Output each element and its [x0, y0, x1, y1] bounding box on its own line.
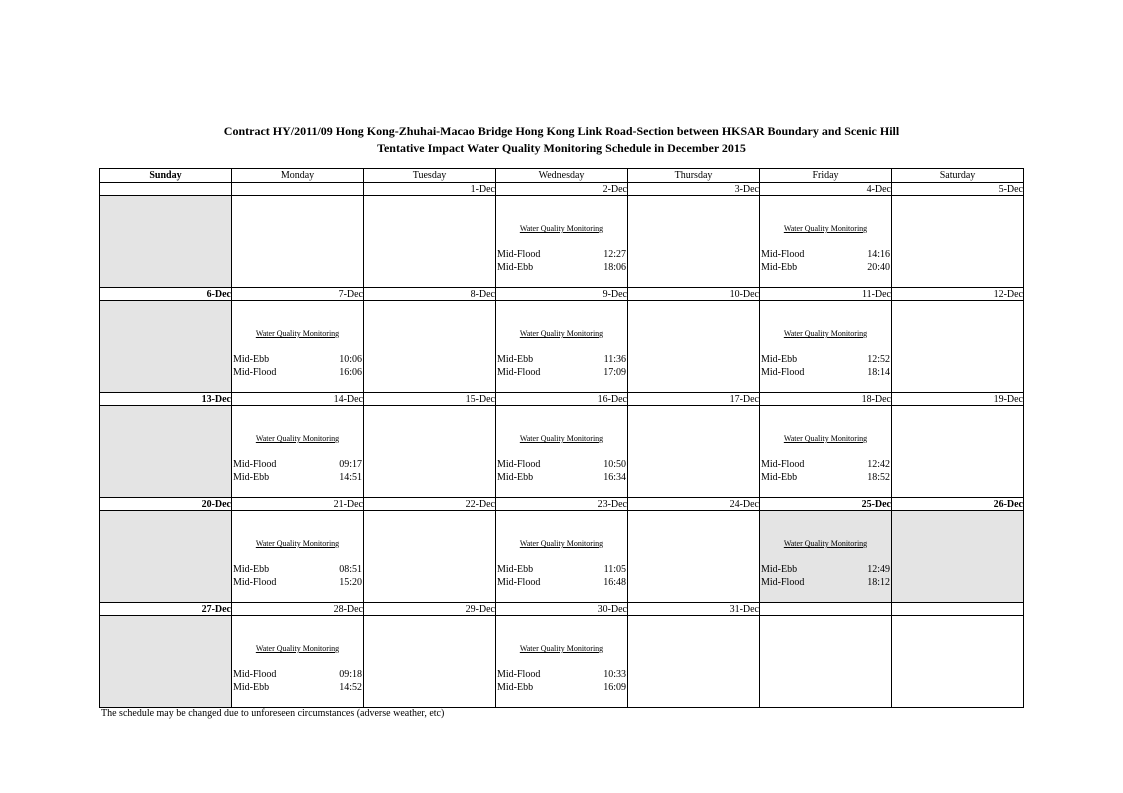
- tide-name: Mid-Flood: [233, 367, 277, 378]
- tide-name: Mid-Ebb: [497, 354, 534, 365]
- day-cell: [760, 196, 892, 288]
- tide-row: [761, 354, 890, 366]
- weekday-header: Sunday: [100, 169, 232, 183]
- monitoring-event: [232, 301, 363, 392]
- day-cell: [628, 196, 760, 288]
- tide-time: 16:06: [339, 367, 362, 378]
- monitoring-label: Water Quality Monitoring: [519, 329, 604, 338]
- tide-name: Mid-Ebb: [233, 564, 270, 575]
- date-cell: 2-Dec: [496, 183, 628, 196]
- tide-time: 10:06: [339, 354, 362, 365]
- day-cell: [760, 511, 892, 603]
- monitoring-event: [496, 196, 627, 287]
- date-cell: 10-Dec: [628, 288, 760, 301]
- day-cell: [628, 406, 760, 498]
- tide-row: [497, 669, 626, 681]
- monitoring-event: [496, 616, 627, 707]
- monitoring-event: [496, 406, 627, 497]
- tide-name: Mid-Ebb: [761, 354, 798, 365]
- day-cell: [100, 511, 232, 603]
- tide-time: 11:36: [603, 354, 626, 365]
- tide-time: 14:51: [339, 472, 362, 483]
- tide-row: [233, 669, 362, 681]
- monitoring-label: Water Quality Monitoring: [255, 434, 340, 443]
- tide-time: 12:52: [867, 354, 890, 365]
- day-cell: [496, 406, 628, 498]
- monitoring-event: [760, 196, 891, 287]
- tide-name: Mid-Flood: [761, 367, 805, 378]
- day-cell: [100, 406, 232, 498]
- tide-time: 18:52: [867, 472, 890, 483]
- tide-name: Mid-Flood: [233, 577, 277, 588]
- tide-time: 09:17: [339, 459, 362, 470]
- date-cell: 11-Dec: [760, 288, 892, 301]
- date-cell: 16-Dec: [496, 393, 628, 406]
- day-cell: [100, 196, 232, 288]
- tide-name: Mid-Ebb: [233, 354, 270, 365]
- day-cell: [232, 616, 364, 708]
- tide-time: 12:27: [603, 249, 626, 260]
- monitoring-label: Water Quality Monitoring: [255, 329, 340, 338]
- tide-name: Mid-Flood: [497, 669, 541, 680]
- monitoring-label: Water Quality Monitoring: [519, 434, 604, 443]
- tide-time: 20:40: [867, 262, 890, 273]
- tide-row: [233, 577, 362, 589]
- schedule-row: [100, 196, 1024, 288]
- day-cell: [232, 196, 364, 288]
- monitoring-label: Water Quality Monitoring: [783, 329, 868, 338]
- date-cell: 17-Dec: [628, 393, 760, 406]
- date-row: [100, 183, 1024, 196]
- weekday-header: Saturday: [892, 169, 1024, 183]
- monitoring-calendar: [99, 168, 1024, 708]
- date-cell: 23-Dec: [496, 498, 628, 511]
- tide-name: Mid-Flood: [233, 459, 277, 470]
- date-cell: 21-Dec: [232, 498, 364, 511]
- date-cell: 28-Dec: [232, 603, 364, 616]
- tide-row: [497, 249, 626, 261]
- tide-time: 14:52: [339, 682, 362, 693]
- tide-row: [497, 682, 626, 694]
- tide-time: 18:06: [603, 262, 626, 273]
- day-cell: [496, 616, 628, 708]
- date-cell: 13-Dec: [100, 393, 232, 406]
- day-cell: [232, 406, 364, 498]
- day-cell: [364, 301, 496, 393]
- weekday-header: Wednesday: [496, 169, 628, 183]
- monitoring-label: Water Quality Monitoring: [519, 224, 604, 233]
- tide-row: [233, 472, 362, 484]
- schedule-row: [100, 301, 1024, 393]
- tide-time: 11:05: [603, 564, 626, 575]
- date-row: [100, 498, 1024, 511]
- date-row: [100, 603, 1024, 616]
- day-cell: [232, 301, 364, 393]
- monitoring-label: Water Quality Monitoring: [255, 539, 340, 548]
- date-cell: 4-Dec: [760, 183, 892, 196]
- date-cell: 20-Dec: [100, 498, 232, 511]
- day-cell: [364, 406, 496, 498]
- tide-time: 10:50: [603, 459, 626, 470]
- day-cell: [232, 511, 364, 603]
- tide-time: 16:48: [603, 577, 626, 588]
- tide-name: Mid-Ebb: [761, 262, 798, 273]
- date-cell: 14-Dec: [232, 393, 364, 406]
- tide-time: 14:16: [867, 249, 890, 260]
- day-cell: [364, 511, 496, 603]
- day-cell: [760, 406, 892, 498]
- tide-row: [761, 564, 890, 576]
- tide-time: 16:34: [603, 472, 626, 483]
- day-cell: [496, 196, 628, 288]
- tide-name: Mid-Flood: [497, 459, 541, 470]
- tide-row: [497, 577, 626, 589]
- document-subtitle: Tentative Impact Water Quality Monitoring Schedule in December 2015: [377, 141, 746, 155]
- date-cell: 29-Dec: [364, 603, 496, 616]
- monitoring-event: [232, 406, 363, 497]
- tide-time: 08:51: [339, 564, 362, 575]
- monitoring-event: [760, 406, 891, 497]
- tide-row: [233, 459, 362, 471]
- day-cell: [100, 301, 232, 393]
- monitoring-event: [496, 301, 627, 392]
- schedule-row: [100, 511, 1024, 603]
- date-cell: [232, 183, 364, 196]
- tide-time: 18:12: [867, 577, 890, 588]
- date-cell: 8-Dec: [364, 288, 496, 301]
- weekday-header: Thursday: [628, 169, 760, 183]
- tide-name: Mid-Flood: [497, 577, 541, 588]
- day-cell: [496, 301, 628, 393]
- tide-name: Mid-Ebb: [233, 682, 270, 693]
- tide-time: 18:14: [867, 367, 890, 378]
- weekday-header: Tuesday: [364, 169, 496, 183]
- tide-name: Mid-Flood: [233, 669, 277, 680]
- weekday-header: Monday: [232, 169, 364, 183]
- date-cell: 5-Dec: [892, 183, 1024, 196]
- schedule-row: [100, 616, 1024, 708]
- tide-row: [761, 472, 890, 484]
- document-title: Contract HY/2011/09 Hong Kong-Zhuhai-Macao Bridge Hong Kong Link Road-Section between HKSAR Boundary and Scenic Hill: [223, 124, 900, 138]
- date-cell: 3-Dec: [628, 183, 760, 196]
- day-cell: [760, 301, 892, 393]
- tide-row: [761, 459, 890, 471]
- date-cell: 1-Dec: [364, 183, 496, 196]
- date-cell: 7-Dec: [232, 288, 364, 301]
- tide-row: [233, 367, 362, 379]
- monitoring-label: Water Quality Monitoring: [519, 644, 604, 653]
- date-cell: 31-Dec: [628, 603, 760, 616]
- monitoring-label: Water Quality Monitoring: [783, 539, 868, 548]
- tide-name: Mid-Ebb: [497, 262, 534, 273]
- date-cell: 9-Dec: [496, 288, 628, 301]
- date-cell: [760, 603, 892, 616]
- tide-row: [497, 367, 626, 379]
- tide-row: [233, 564, 362, 576]
- tide-name: Mid-Flood: [497, 249, 541, 260]
- tide-row: [761, 577, 890, 589]
- tide-name: Mid-Ebb: [761, 564, 798, 575]
- tide-time: 09:18: [339, 669, 362, 680]
- day-cell: [892, 406, 1024, 498]
- date-cell: [892, 603, 1024, 616]
- tide-row: [233, 682, 362, 694]
- date-cell: 15-Dec: [364, 393, 496, 406]
- tide-row: [497, 354, 626, 366]
- tide-time: 12:49: [867, 564, 890, 575]
- weekday-header-row: [100, 169, 1024, 183]
- date-cell: [100, 183, 232, 196]
- tide-row: [761, 262, 890, 274]
- day-cell: [364, 616, 496, 708]
- schedule-row: [100, 406, 1024, 498]
- monitoring-label: Water Quality Monitoring: [519, 539, 604, 548]
- tide-name: Mid-Flood: [761, 459, 805, 470]
- date-cell: 22-Dec: [364, 498, 496, 511]
- footnote: The schedule may be changed due to unforeseen circumstances (adverse weather, etc): [101, 708, 445, 719]
- monitoring-label: Water Quality Monitoring: [255, 644, 340, 653]
- day-cell: [496, 511, 628, 603]
- date-cell: 6-Dec: [100, 288, 232, 301]
- day-cell: [892, 511, 1024, 603]
- tide-time: 17:09: [603, 367, 626, 378]
- day-cell: [628, 301, 760, 393]
- date-cell: 26-Dec: [892, 498, 1024, 511]
- tide-time: 16:09: [603, 682, 626, 693]
- date-cell: 25-Dec: [760, 498, 892, 511]
- tide-row: [497, 472, 626, 484]
- tide-name: Mid-Ebb: [497, 682, 534, 693]
- day-cell: [628, 511, 760, 603]
- monitoring-event: [760, 301, 891, 392]
- day-cell: [760, 616, 892, 708]
- day-cell: [892, 616, 1024, 708]
- day-cell: [364, 196, 496, 288]
- date-row: [100, 288, 1024, 301]
- monitoring-label: Water Quality Monitoring: [783, 224, 868, 233]
- tide-name: Mid-Flood: [497, 367, 541, 378]
- day-cell: [100, 616, 232, 708]
- date-cell: 24-Dec: [628, 498, 760, 511]
- date-cell: 12-Dec: [892, 288, 1024, 301]
- monitoring-event: [232, 616, 363, 707]
- tide-row: [497, 459, 626, 471]
- date-cell: 27-Dec: [100, 603, 232, 616]
- monitoring-label: Water Quality Monitoring: [783, 434, 868, 443]
- date-cell: 18-Dec: [760, 393, 892, 406]
- tide-name: Mid-Flood: [761, 249, 805, 260]
- weekday-header: Friday: [760, 169, 892, 183]
- tide-name: Mid-Ebb: [497, 564, 534, 575]
- tide-row: [761, 249, 890, 261]
- tide-name: Mid-Flood: [761, 577, 805, 588]
- tide-time: 10:33: [603, 669, 626, 680]
- day-cell: [892, 196, 1024, 288]
- tide-name: Mid-Ebb: [497, 472, 534, 483]
- day-cell: [628, 616, 760, 708]
- monitoring-event: [496, 511, 627, 602]
- tide-row: [761, 367, 890, 379]
- date-cell: 19-Dec: [892, 393, 1024, 406]
- tide-name: Mid-Ebb: [233, 472, 270, 483]
- date-cell: 30-Dec: [496, 603, 628, 616]
- tide-row: [497, 262, 626, 274]
- monitoring-event: [232, 511, 363, 602]
- date-row: [100, 393, 1024, 406]
- tide-time: 15:20: [339, 577, 362, 588]
- day-cell: [892, 301, 1024, 393]
- tide-name: Mid-Ebb: [761, 472, 798, 483]
- tide-row: [233, 354, 362, 366]
- tide-time: 12:42: [867, 459, 890, 470]
- tide-row: [497, 564, 626, 576]
- monitoring-event: [760, 511, 891, 602]
